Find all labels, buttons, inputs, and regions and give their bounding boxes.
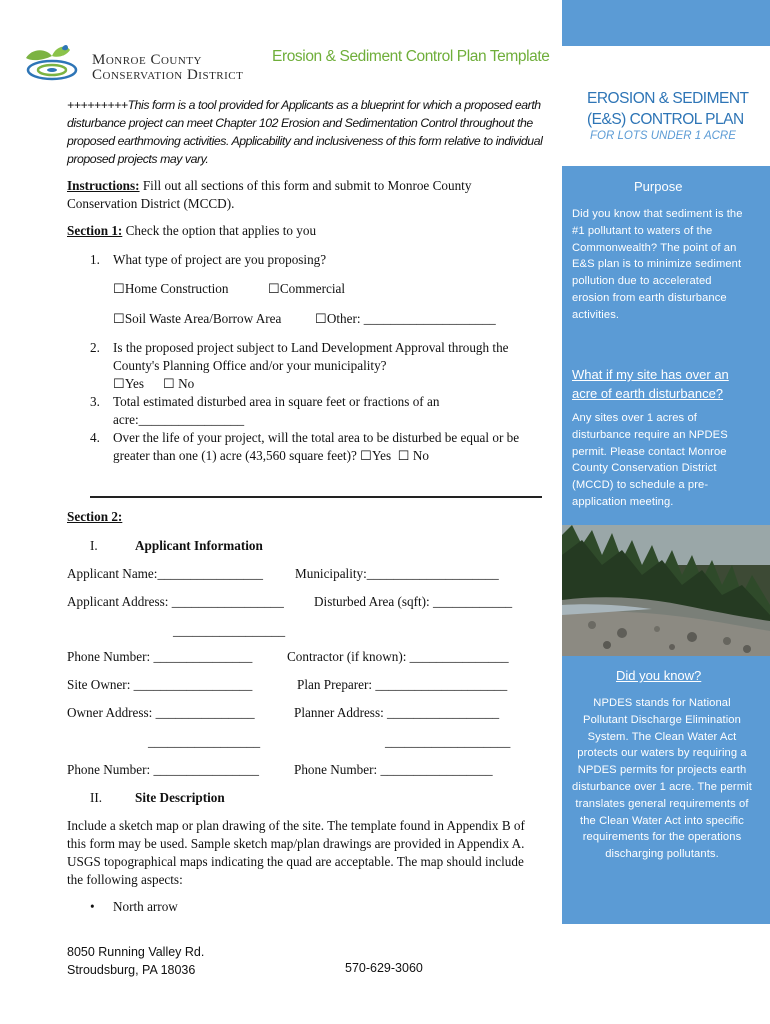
q1-text: What type of project are you proposing? <box>113 252 327 267</box>
river-landscape-image <box>562 525 770 656</box>
purpose-heading: Purpose <box>634 179 683 194</box>
applicant-info-heading: Applicant Information <box>135 538 263 553</box>
instructions <box>67 177 537 213</box>
section1-heading <box>67 222 316 240</box>
river-photo <box>562 525 770 656</box>
disclaimer-text: +++++++++This form is a tool provided for Applicants as a blueprint for which a proposed earth disturbance project can meet Chapter 102 Erosion and Sedimentation Control throughout the proposed earthmoving activities. Applicability and inclusiveness of this form relative to individual proposed projects may vary. <box>67 98 543 166</box>
q2-yes-checkbox[interactable]: ☐Yes <box>113 376 145 391</box>
instructions-text: Fill out all sections of this form and submit to Monroe County Conservation District (MCCD). <box>67 178 472 211</box>
site-description-text: Include a sketch map or plan drawing of the site. The template found in Appendix B of this form may be used. Sample sketch map/plan drawings are provided in Appendix A. USGS topographical maps indicating the quad are acceptable. The map should include the following aspects: <box>67 818 525 887</box>
did-you-know-heading: Did you know? <box>616 668 702 683</box>
planner-address-line2[interactable]: ___________________ <box>385 734 511 749</box>
leaf-water-logo-icon <box>22 44 88 84</box>
q1-number: 1. <box>90 252 100 267</box>
q4-yes-checkbox[interactable]: ☐Yes <box>360 448 392 463</box>
footer-phone: 570-629-3060 <box>345 961 423 975</box>
site-owner-field[interactable]: Site Owner: __________________ <box>67 677 253 692</box>
over-acre-heading: What if my site has over an acre of earth disturbance? <box>572 367 729 401</box>
site-description-heading: Site Description <box>135 790 225 805</box>
contractor-field[interactable]: Contractor (if known): _______________ <box>287 649 509 664</box>
org-name-line2: Conservation District <box>92 67 244 83</box>
home-construction-checkbox[interactable]: ☐Home Construction <box>113 281 229 296</box>
section2-label: Section 2: <box>67 509 123 524</box>
mccd-logo <box>22 44 252 86</box>
q2-number: 2. <box>90 340 100 355</box>
sidebar-top-bar <box>562 0 770 46</box>
owner-address-line2[interactable]: _________________ <box>148 734 261 749</box>
commercial-checkbox[interactable]: ☐Commercial <box>268 281 346 296</box>
document-title: Erosion & Sediment Control Plan Template <box>272 48 550 65</box>
q4-question <box>113 429 553 465</box>
org-name-line1: Monroe County <box>92 52 202 68</box>
section1-label: Section 1: <box>67 223 123 238</box>
footer-address-line1: 8050 Running Valley Rd. <box>67 945 205 959</box>
q2-no-checkbox[interactable]: ☐ No <box>163 376 195 391</box>
purpose-text: Did you know that sediment is the #1 pollutant to waters of the Commonwealth? The point of an E&S plan is to minimize sediment pollution due to accelerated erosion from earth disturbance activities. <box>572 208 743 321</box>
q2-text: Is the proposed project subject to Land Development Approval through the County's Planning Office and/or your municipality? <box>113 340 509 373</box>
footer-address-line2: Stroudsburg, PA 18036 <box>67 963 196 977</box>
q3-number: 3. <box>90 394 100 409</box>
q4-number: 4. <box>90 430 100 445</box>
municipality-field[interactable]: Municipality:____________________ <box>295 566 499 581</box>
es-plan-subtitle: FOR LOTS UNDER 1 ACRE <box>590 130 736 142</box>
owner-address-field[interactable]: Owner Address: _______________ <box>67 705 255 720</box>
planner-phone-field[interactable]: Phone Number: _________________ <box>294 762 493 777</box>
q3-text-field[interactable]: Total estimated disturbed area in square feet or fractions of an acre:________________ <box>113 394 440 427</box>
section1-instruction: Check the option that applies to you <box>122 223 317 238</box>
owner-phone-field[interactable]: Phone Number: ________________ <box>67 762 259 777</box>
footer-address <box>67 943 204 979</box>
q4-text: Over the life of your project, will the total area to be disturbed be equal or be greater than one (1) acre (43,560 square feet)? <box>113 430 520 463</box>
north-arrow-item: North arrow <box>113 899 178 914</box>
q4-no-checkbox[interactable]: ☐ No <box>397 448 429 463</box>
instructions-label: Instructions: <box>67 178 140 193</box>
did-you-know-text: NPDES stands for National Pollutant Discharge Elimination System. The Clean Water Act protects our waters by requiring a NPDES permits for projects earth disturbance over 1 acre. The permit translates general requirements of the Clean Water Act into specific requirements for the operations discharging pollutants. <box>572 697 752 861</box>
soil-waste-checkbox[interactable]: ☐Soil Waste Area/Borrow Area <box>113 311 282 326</box>
applicant-name-field[interactable]: Applicant Name:________________ <box>67 566 263 581</box>
applicant-address-line2[interactable]: _________________ <box>173 623 286 638</box>
applicant-address-field[interactable]: Applicant Address: _________________ <box>67 594 284 609</box>
applicant-phone-field[interactable]: Phone Number: _______________ <box>67 649 253 664</box>
part1-number: I. <box>90 538 98 553</box>
other-checkbox-field[interactable]: ☐Other: ____________________ <box>315 311 496 326</box>
es-plan-heading: EROSION & SEDIMENT (E&S) CONTROL PLAN <box>587 90 749 128</box>
disturbed-area-field[interactable]: Disturbed Area (sqft): ____________ <box>314 594 513 609</box>
section-divider <box>90 496 542 498</box>
part2-number: II. <box>90 790 103 805</box>
plan-preparer-field[interactable]: Plan Preparer: ____________________ <box>297 677 508 692</box>
bullet-dot: • <box>90 899 95 914</box>
over-acre-text: Any sites over 1 acres of disturbance require an NPDES permit. Please contact Monroe County Conservation District (MCCD) to schedule a pre-application meeting. <box>572 412 728 508</box>
planner-address-field[interactable]: Planner Address: _________________ <box>294 705 500 720</box>
